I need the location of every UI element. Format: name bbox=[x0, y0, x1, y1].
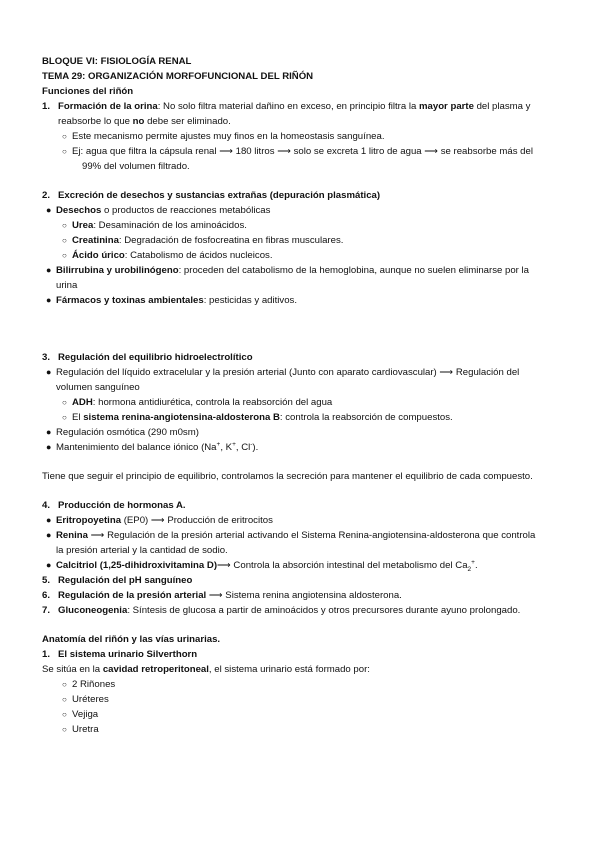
bullet-icon: ● bbox=[46, 560, 52, 570]
bullet-icon: ● bbox=[46, 442, 52, 452]
circle-bullet-icon: ○ bbox=[62, 695, 67, 704]
bullet-icon: ● bbox=[46, 295, 52, 305]
bullet-item: ● Eritropoyetina (EP0) ⟶ Producción de eritrocitos bbox=[46, 515, 273, 526]
sub-item: ○ Ej: agua que filtra la cápsula renal ⟶ 180 litros ⟶ solo se excreta 1 litro de agua ⟶ se reabsorbe más del bbox=[62, 146, 533, 157]
circle-bullet-icon: ○ bbox=[62, 221, 67, 230]
circle-bullet-icon: ○ bbox=[62, 413, 67, 422]
circle-bullet-icon: ○ bbox=[62, 398, 67, 407]
bullet-item: ● Calcitriol (1,25-dihidroxivitamina D)⟶ Controla la absorción intestinal del metabolismo del $Ca_2^+$. bbox=[46, 558, 478, 573]
bullet-item: ● Renina ⟶ Regulación de la presión arterial activando el Sistema Renina-angiotensina-aldosterona que controla bbox=[46, 530, 536, 541]
bullet-item: ● Regulación osmótica (290 m0sm) bbox=[46, 427, 199, 438]
section-heading-anatomia: Anatomía del riñón y las vías urinarias. bbox=[42, 634, 221, 645]
bullet-icon: ● bbox=[46, 515, 52, 525]
circle-bullet-icon: ○ bbox=[62, 251, 67, 260]
list-item: ○ Uréteres bbox=[62, 694, 109, 705]
anatomia-intro: Se sitúa en la cavidad retroperitoneal, el sistema urinario está formado por: bbox=[42, 664, 370, 675]
anatomia-item-1: 1. El sistema urinario Silverthorn bbox=[42, 649, 198, 660]
sub-item: ○ Este mecanismo permite ajustes muy finos en la homeostasis sanguínea. bbox=[62, 131, 385, 142]
circle-bullet-icon: ○ bbox=[62, 680, 67, 689]
item-6: 6. Regulación de la presión arterial ⟶ Sistema renina angiotensina aldosterona. bbox=[42, 590, 402, 601]
bullet-item: ● Regulación del líquido extracelular y la presión arterial (Junto con aparato cardiovascular) ⟶ Regulación del bbox=[46, 367, 520, 378]
circle-bullet-icon: ○ bbox=[62, 710, 67, 719]
circle-bullet-icon: ○ bbox=[62, 236, 67, 245]
section-heading-funciones: Funciones del riñón bbox=[42, 86, 134, 97]
item-5: 5. Regulación del pH sanguíneo bbox=[42, 575, 193, 586]
bullet-icon: ● bbox=[46, 205, 52, 215]
paragraph: Tiene que seguir el principio de equilibrio, controlamos la secreción para mantener el equilibrio de cada compuesto. bbox=[42, 471, 533, 482]
bullet-icon: ● bbox=[46, 265, 52, 275]
topic-title: TEMA 29: ORGANIZACIÓN MORFOFUNCIONAL DEL RIÑÓN bbox=[42, 71, 314, 82]
bullet-icon: ● bbox=[46, 530, 52, 540]
block-title: BLOQUE VI: FISIOLOGÍA RENAL bbox=[42, 56, 192, 67]
list-item: ○ 2 Riñones bbox=[62, 679, 116, 690]
bullet-item-cont: la presión arterial y la cantidad de sodio. bbox=[56, 545, 228, 556]
item-1-cont: reabsorbe lo que no debe ser eliminado. bbox=[58, 116, 231, 127]
item-7: 7. Gluconeogenia: Síntesis de glucosa a partir de aminoácidos y otros precursores durante ayuno prolongado. bbox=[42, 605, 521, 616]
sub-item: ○ ADH: hormona antidiurética, controla la reabsorción del agua bbox=[62, 397, 333, 408]
sub-item: ○ El sistema renina-angiotensina-aldosterona B: controla la reabsorción de compuestos. bbox=[62, 412, 453, 423]
item-1: 1. Formación de la orina: No solo filtra material dañino en exceso, en principio filtra la mayor parte del plasma y bbox=[42, 101, 531, 112]
bullet-item-cont: volumen sanguíneo bbox=[56, 382, 140, 393]
sub-item: ○ Creatinina: Degradación de fosfocreatina en fibras musculares. bbox=[62, 235, 344, 246]
circle-bullet-icon: ○ bbox=[62, 132, 67, 141]
bullet-icon: ● bbox=[46, 427, 52, 437]
item-3: 3. Regulación del equilibrio hidroelectrolítico bbox=[42, 352, 253, 363]
list-item: ○ Vejiga bbox=[62, 709, 99, 720]
item-2: 2. Excreción de desechos y sustancias extrañas (depuración plasmática) bbox=[42, 190, 381, 201]
item-4: 4. Producción de hormonas A. bbox=[42, 500, 186, 511]
bullet-item: ● Bilirrubina y urobilinógeno: proceden del catabolismo de la hemoglobina, aunque no suelen eliminarse por la bbox=[46, 265, 529, 276]
bullet-item: ● Fármacos y toxinas ambientales: pesticidas y aditivos. bbox=[46, 295, 298, 306]
list-item: ○ Uretra bbox=[62, 724, 99, 735]
sub-item: ○ Ácido úrico: Catabolismo de ácidos nucleicos. bbox=[62, 250, 273, 261]
bullet-item: ● Desechos o productos de reacciones metabólicas bbox=[46, 205, 271, 216]
bullet-item-cont: urina bbox=[56, 280, 78, 291]
sub-item: ○ Urea: Desaminación de los aminoácidos. bbox=[62, 220, 247, 231]
bullet-icon: ● bbox=[46, 367, 52, 377]
sub-item-cont: 99% del volumen filtrado. bbox=[82, 161, 190, 172]
bullet-item: ● Mantenimiento del balance iónico (Na+, K+, Cl-). bbox=[46, 440, 259, 453]
circle-bullet-icon: ○ bbox=[62, 147, 67, 156]
circle-bullet-icon: ○ bbox=[62, 725, 67, 734]
